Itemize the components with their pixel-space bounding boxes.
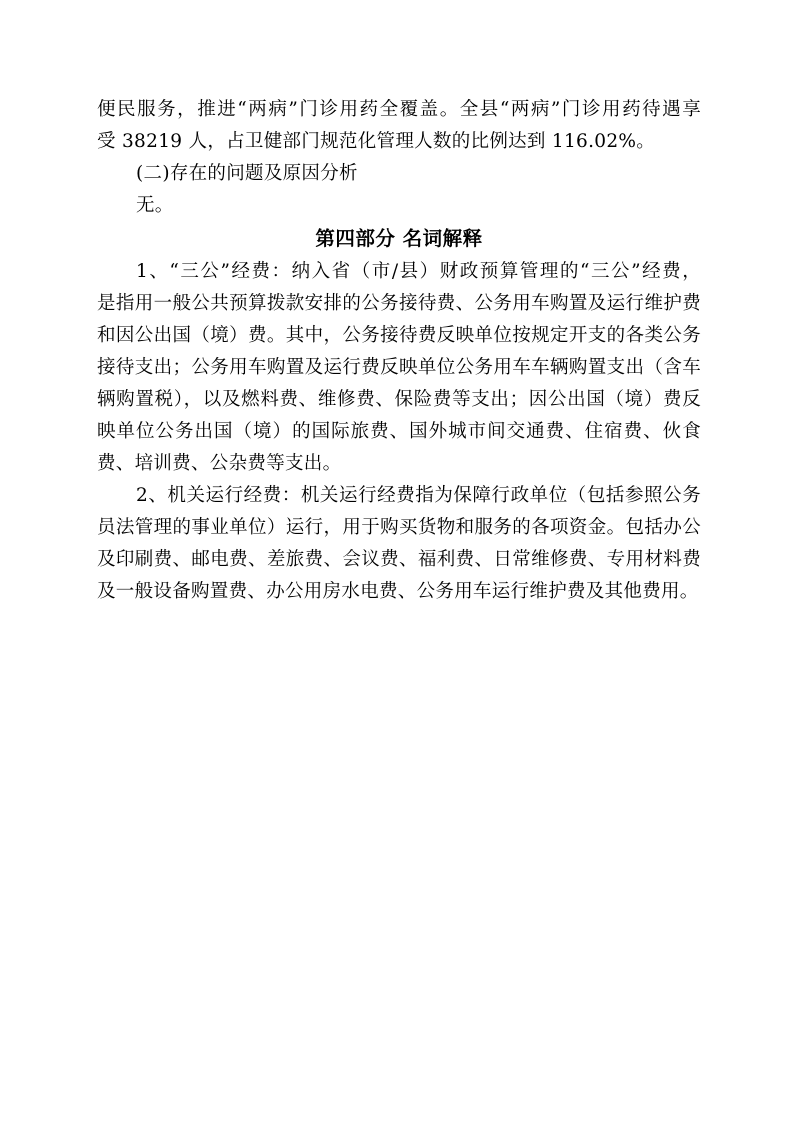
text-line: 费、培训费、公杂费等支出。: [97, 453, 342, 474]
problems-subheading: (二)存在的问题及原因分析: [136, 163, 358, 184]
text-line: 便民服务，推进“两病”门诊用药全覆盖。全县“两病”门诊用药待遇享: [97, 99, 701, 120]
document-body: [97, 94, 701, 608]
text-line: 及印刷费、邮电费、差旅费、会议费、福利费、日常维修费、专用材料费: [97, 549, 701, 570]
text-line: 接待支出；公务用车购置及运行费反映单位公务用车车辆购置支出（含车: [97, 357, 701, 378]
definition-paragraph-2: [97, 480, 701, 608]
intro-paragraph: [97, 94, 701, 158]
section-heading: 第四部分 名词解释: [315, 227, 483, 250]
problems-body: 无。: [136, 195, 174, 216]
text-line: 和因公出国（境）费。其中，公务接待费反映单位按规定开支的各类公务: [97, 325, 701, 346]
text-line: 及一般设备购置费、办公用房水电费、公务用车运行维护费及其他费用。: [97, 581, 699, 602]
text-line: 受 38219 人，占卫健部门规范化管理人数的比例达到 116.02%。: [97, 131, 656, 152]
text-line: 辆购置税），以及燃料费、维修费、保险费等支出；因公出国（境）费反: [97, 389, 701, 410]
text-line: 2、机关运行经费：机关运行经费指为保障行政单位（包括参照公务: [136, 485, 701, 506]
definition-paragraph-1: [97, 256, 701, 480]
text-line: 是指用一般公共预算拨款安排的公务接待费、公务用车购置及运行维护费: [97, 293, 701, 314]
text-line: 员法管理的事业单位）运行，用于购买货物和服务的各项资金。包括办公: [97, 517, 701, 538]
text-line: 1、“三公”经费：纳入省（市/县）财政预算管理的“三公”经费，: [136, 261, 701, 282]
text-line: 映单位公务出国（境）的国际旅费、国外城市间交通费、住宿费、伙食: [97, 421, 701, 442]
